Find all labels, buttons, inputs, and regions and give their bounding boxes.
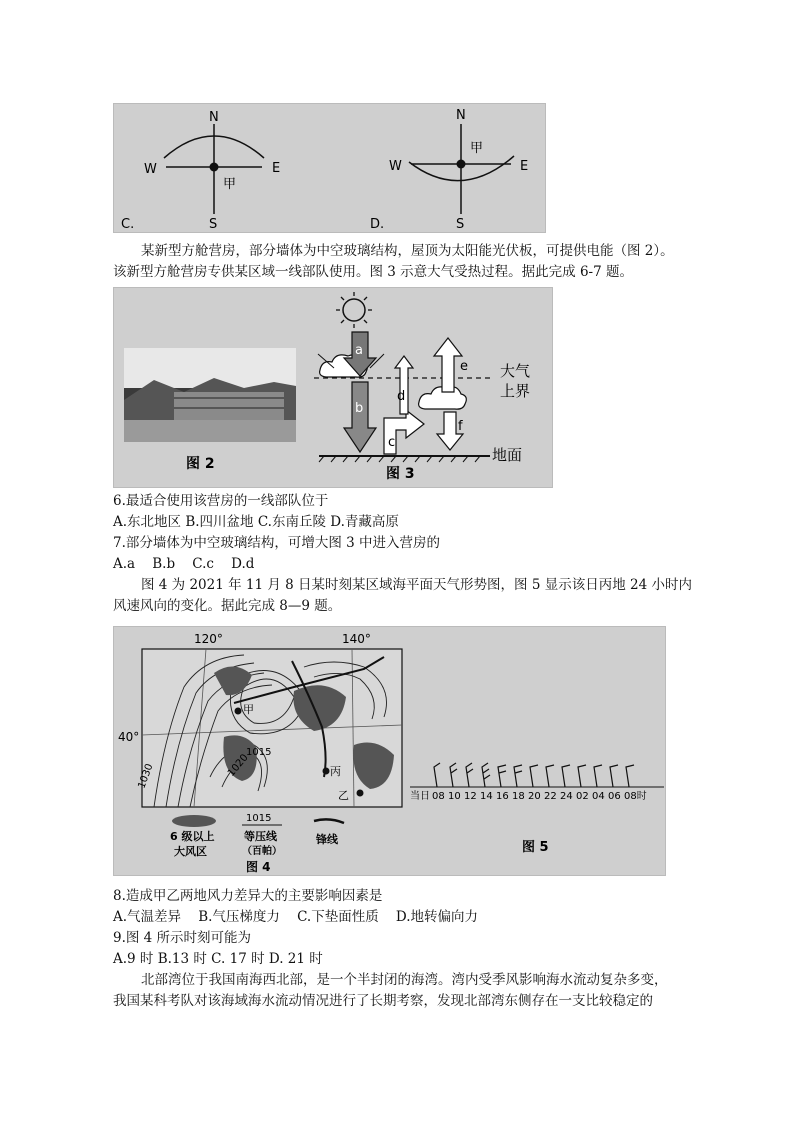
hour-1: 10: [448, 791, 461, 802]
q9-options: A.9 时 B.13 时 C. 17 时 D. 21 时: [113, 951, 323, 967]
hour-2: 12: [464, 791, 477, 802]
legend-isobar-1: 等压线: [244, 830, 277, 843]
q8-stem: 8.造成甲乙两地风力差异大的主要影响因素是: [113, 888, 383, 904]
q7-options: A.a B.b C.c D.d: [113, 556, 255, 572]
place-jia: 甲: [243, 703, 254, 716]
compass-c-s: S: [209, 217, 218, 232]
q8-options: A.气温差异 B.气压梯度力 C.下垫面性质 D.地转偏向力: [113, 909, 479, 925]
figure2-caption: 图 2: [186, 456, 215, 472]
hour-12: 08时: [624, 791, 647, 802]
upper-boundary-label-1: 大气: [500, 362, 531, 380]
isobar-label-1015-a: 1015: [246, 747, 272, 758]
ground-label: 地面: [492, 446, 523, 464]
legend-wind-area-2: 大风区: [174, 845, 207, 858]
hour-10: 04: [592, 791, 605, 802]
intro-next-line2: 我国某科考队对该海域海水流动情况进行了长期考察，发现北部湾东侧存在一支比较稳定的: [113, 993, 653, 1009]
sun-icon: [343, 299, 365, 321]
figure3-caption: 图 3: [386, 466, 415, 482]
figure-2-3-svg: [114, 288, 554, 489]
figure4-legend: [170, 813, 344, 874]
compass-c-e: E: [272, 161, 281, 176]
intro-6-7-line1: 某新型方舱营房，部分墙体为中空玻璃结构，屋顶为太阳能光伏板，可提供电能（图 2）。: [141, 243, 674, 259]
option-c-label: C.: [121, 217, 135, 232]
intro-6-7-line2: 该新型方舱营房专供某区域一线部队使用。图 3 示意大气受热过程。据此完成 6-7 题。: [113, 264, 633, 280]
arrow-d: [395, 356, 413, 414]
arrow-d-label: d: [397, 389, 406, 404]
compass-d: [370, 108, 528, 232]
compass-d-s: S: [456, 217, 465, 232]
q9-stem: 9.图 4 所示时刻可能为: [113, 930, 252, 946]
arrow-b-label: b: [355, 401, 364, 416]
option-d-label: D.: [370, 217, 385, 232]
compass-c-jia: 甲: [223, 177, 237, 192]
isobar-label-1030: 1030: [136, 762, 156, 791]
legend-isobar-value: 1015: [246, 813, 272, 824]
compass-d-n: N: [456, 108, 466, 123]
compass-c-n: N: [209, 110, 219, 125]
compass-d-jia: 甲: [470, 141, 484, 156]
legend-isobar-2: （百帕）: [242, 846, 282, 857]
lon-120-label: 120°: [194, 632, 223, 646]
compass-figure-photo: [113, 103, 546, 233]
atmosphere-heating-diagram: [314, 292, 530, 482]
lat-40-label: 40°: [118, 730, 140, 744]
hour-4: 16: [496, 791, 509, 802]
legend-wind-area-1: 6 级以上: [170, 830, 215, 843]
intro-next-line1: 北部湾位于我国南海西北部，是一个半封闭的海湾。湾内受季风影响海水流动复杂多变，: [141, 972, 668, 988]
hour-9: 02: [576, 791, 589, 802]
hour-6: 20: [528, 791, 541, 802]
lon-140-label: 140°: [342, 632, 371, 646]
q6-stem: 6.最适合使用该营房的一线部队位于: [113, 493, 329, 509]
legend-front: 锋线: [316, 833, 338, 846]
figure-2-3-photo: [113, 287, 553, 488]
isobar-label-1020: 1020: [225, 752, 251, 779]
arrow-a-label: a: [355, 343, 363, 358]
compass-d-w: W: [389, 159, 402, 174]
hour-11: 06: [608, 791, 621, 802]
compass-diagrams: [114, 104, 547, 234]
q6-options: A.东北地区 B.四川盆地 C.东南丘陵 D.青藏高原: [113, 514, 399, 530]
compass-c-w: W: [144, 162, 157, 177]
intro-8-9-line1: 图 4 为 2021 年 11 月 8 日某时刻某区域海平面天气形势图，图 5 显示该日丙地 24 小时内: [141, 577, 692, 593]
figure4-caption: 图 4: [246, 860, 271, 874]
compass-c: [121, 110, 280, 232]
wind-barb-chart: [410, 763, 664, 855]
figure-4-5-svg: [114, 627, 667, 877]
arrow-e-label: e: [460, 359, 468, 374]
compass-d-e: E: [520, 159, 529, 174]
hour-7: 22: [544, 791, 557, 802]
figure-4-5-photo: [113, 626, 666, 876]
arrow-f-label: f: [458, 419, 463, 434]
hour-0: 08: [432, 791, 445, 802]
hour-3: 14: [480, 791, 493, 802]
arrow-b: [344, 382, 376, 452]
hour-8: 24: [560, 791, 573, 802]
hour-5: 18: [512, 791, 525, 802]
place-yi: 乙: [338, 789, 349, 802]
place-bing: 丙: [330, 765, 341, 778]
q7-stem: 7.部分墙体为中空玻璃结构，可增大图 3 中进入营房的: [113, 535, 441, 551]
day-label: 当日: [410, 791, 430, 802]
arrow-c-label: c: [388, 435, 396, 450]
arrow-e: [434, 338, 462, 392]
intro-8-9-line2: 风速风向的变化。据此完成 8—9 题。: [113, 598, 342, 614]
upper-boundary-label-2: 上界: [500, 382, 531, 400]
figure5-caption: 图 5: [522, 840, 549, 855]
